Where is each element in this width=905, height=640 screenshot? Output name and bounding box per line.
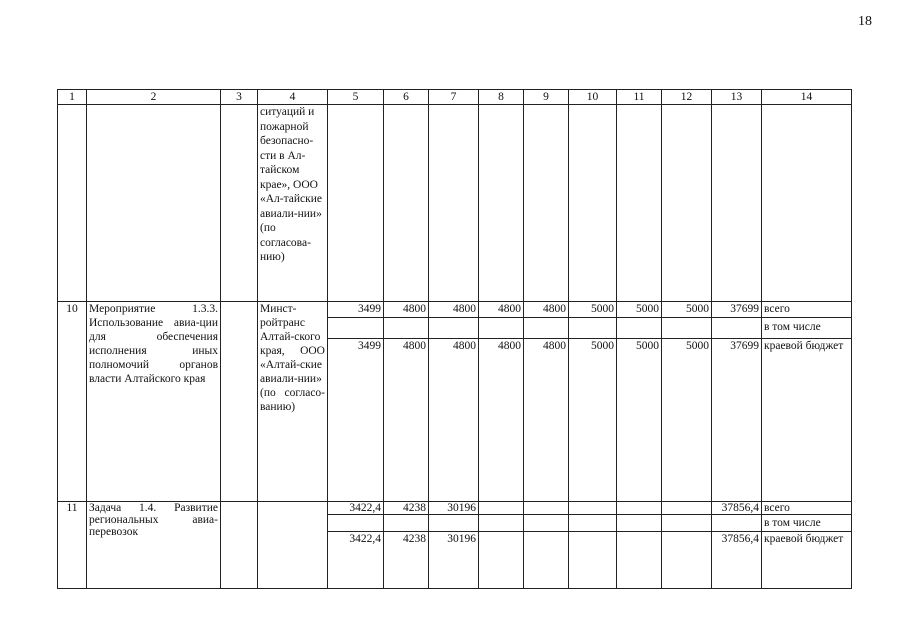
cell bbox=[524, 105, 569, 302]
measure-name: Мероприятие 1.3.3. Использование авиа-ции для обеспечения исполнения иных полномочий органов власти Алтайского края bbox=[87, 302, 221, 502]
value-cell: 5000 bbox=[569, 339, 617, 502]
measure-name: Задача 1.4. Развитие региональных авиа-перевозок bbox=[87, 502, 221, 589]
value-cell: 37856,4 bbox=[712, 502, 762, 515]
source-label: всего bbox=[762, 502, 852, 515]
header-cell: 10 bbox=[569, 90, 617, 105]
cell bbox=[524, 532, 569, 589]
value-cell: 4800 bbox=[479, 339, 524, 502]
value-cell: 4800 bbox=[384, 302, 429, 318]
value-cell: 3499 bbox=[328, 302, 384, 318]
cell bbox=[569, 105, 617, 302]
value-cell: 4238 bbox=[384, 502, 429, 515]
value-cell: 4800 bbox=[429, 339, 479, 502]
cell bbox=[617, 515, 662, 532]
cell bbox=[524, 515, 569, 532]
value-cell: 4800 bbox=[429, 302, 479, 318]
header-cell: 4 bbox=[258, 90, 328, 105]
cell bbox=[479, 515, 524, 532]
header-cell: 1 bbox=[58, 90, 87, 105]
value-cell: 4800 bbox=[384, 339, 429, 502]
table-row-11-total bbox=[58, 502, 852, 515]
cell bbox=[712, 105, 762, 302]
cell bbox=[662, 515, 712, 532]
value-cell: 3422,4 bbox=[328, 502, 384, 515]
value-cell: 5000 bbox=[662, 302, 712, 318]
header-cell: 6 bbox=[384, 90, 429, 105]
value-cell: 3422,4 bbox=[328, 532, 384, 589]
value-cell: 5000 bbox=[569, 302, 617, 318]
cell bbox=[221, 502, 258, 589]
cell bbox=[617, 532, 662, 589]
value-cell: 4800 bbox=[479, 302, 524, 318]
source-label: в том числе bbox=[762, 515, 852, 532]
cell bbox=[479, 502, 524, 515]
budget-table bbox=[57, 89, 852, 589]
cell bbox=[384, 318, 429, 339]
value-cell: 5000 bbox=[617, 339, 662, 502]
header-cell: 13 bbox=[712, 90, 762, 105]
responsible-cell: ситуаций и пожарной безопасно-сти в Ал-тайском крае», ООО «Ал-тайские авиали-нии» (по согласова-нию) bbox=[258, 105, 328, 302]
cell bbox=[429, 105, 479, 302]
cell bbox=[429, 515, 479, 532]
header-cell: 14 bbox=[762, 90, 852, 105]
cell bbox=[384, 105, 429, 302]
cell bbox=[384, 515, 429, 532]
value-cell: 4800 bbox=[524, 302, 569, 318]
value-cell: 4238 bbox=[384, 532, 429, 589]
value-cell: 30196 bbox=[429, 532, 479, 589]
cell bbox=[762, 105, 852, 302]
cell bbox=[328, 515, 384, 532]
value-cell: 3499 bbox=[328, 339, 384, 502]
source-label: краевой бюджет bbox=[762, 532, 852, 589]
cell bbox=[87, 105, 221, 302]
source-label: всего bbox=[762, 302, 852, 318]
cell bbox=[328, 105, 384, 302]
cell bbox=[712, 318, 762, 339]
cell bbox=[221, 105, 258, 302]
value-cell: 37699 bbox=[712, 339, 762, 502]
source-label: краевой бюджет bbox=[762, 339, 852, 502]
page-number: 18 bbox=[858, 14, 872, 29]
row-number: 10 bbox=[58, 302, 87, 502]
cell bbox=[479, 105, 524, 302]
cell bbox=[479, 532, 524, 589]
cell bbox=[569, 532, 617, 589]
header-cell: 11 bbox=[617, 90, 662, 105]
header-cell: 7 bbox=[429, 90, 479, 105]
value-cell: 37699 bbox=[712, 302, 762, 318]
value-cell: 30196 bbox=[429, 502, 479, 515]
cell bbox=[617, 318, 662, 339]
cell bbox=[569, 318, 617, 339]
cell bbox=[569, 515, 617, 532]
header-cell: 12 bbox=[662, 90, 712, 105]
value-cell: 4800 bbox=[524, 339, 569, 502]
cell bbox=[662, 532, 712, 589]
header-cell: 3 bbox=[221, 90, 258, 105]
table-row-continuation bbox=[58, 105, 852, 302]
header-row bbox=[58, 90, 852, 105]
cell bbox=[662, 105, 712, 302]
cell bbox=[479, 318, 524, 339]
value-cell: 5000 bbox=[617, 302, 662, 318]
value-cell: 37856,4 bbox=[712, 532, 762, 589]
cell bbox=[221, 302, 258, 502]
cell bbox=[617, 502, 662, 515]
cell bbox=[58, 105, 87, 302]
cell bbox=[617, 105, 662, 302]
cell bbox=[524, 318, 569, 339]
cell bbox=[258, 502, 328, 589]
responsible-cell: Минст-ройтранс Алтай-ского края, ООО «Алтай-ские авиали-нии» (по согласо-ванию) bbox=[258, 302, 328, 502]
value-cell: 5000 bbox=[662, 339, 712, 502]
cell bbox=[662, 318, 712, 339]
cell bbox=[524, 502, 569, 515]
header-cell: 9 bbox=[524, 90, 569, 105]
cell bbox=[712, 515, 762, 532]
source-label: в том числе bbox=[762, 318, 852, 339]
header-cell: 8 bbox=[479, 90, 524, 105]
table-row-10-total bbox=[58, 302, 852, 318]
header-cell: 5 bbox=[328, 90, 384, 105]
header-cell: 2 bbox=[87, 90, 221, 105]
row-number: 11 bbox=[58, 502, 87, 589]
cell bbox=[662, 502, 712, 515]
cell bbox=[328, 318, 384, 339]
cell bbox=[569, 502, 617, 515]
cell bbox=[429, 318, 479, 339]
